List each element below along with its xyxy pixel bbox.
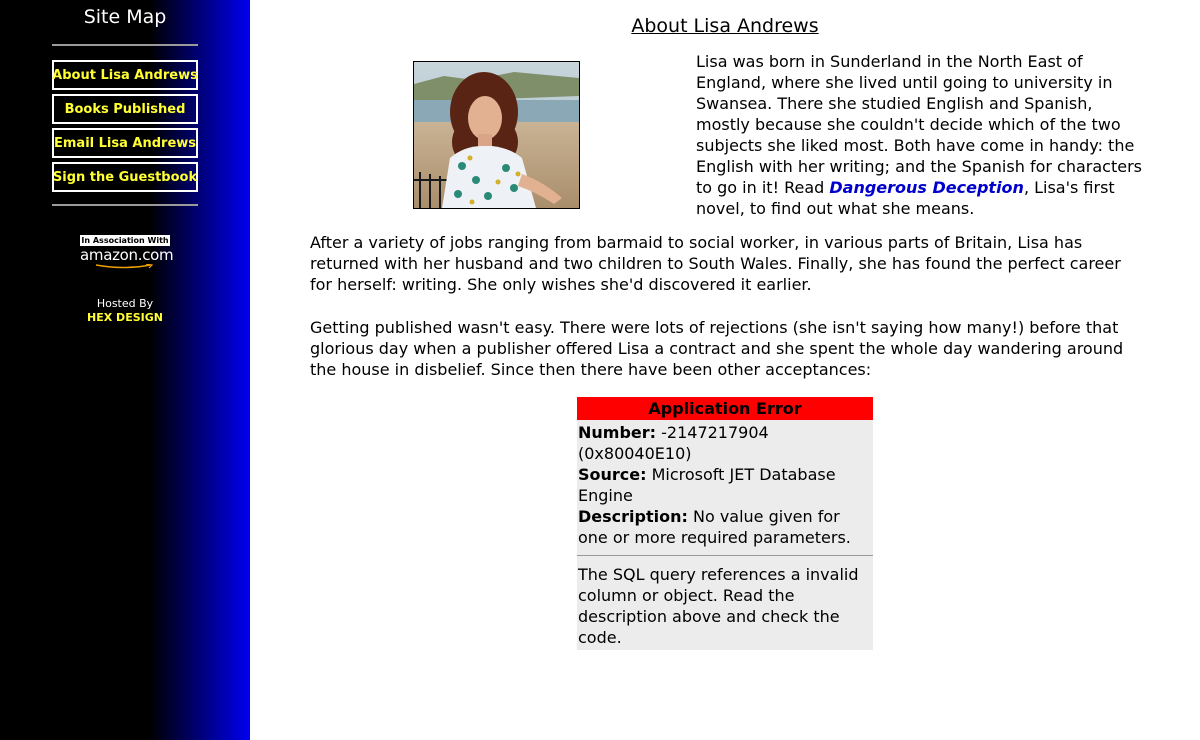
- amazon-logo-text: amazon.com: [80, 246, 174, 264]
- sidebar-divider: [52, 204, 198, 206]
- nav-books-published[interactable]: Books Published: [52, 94, 198, 124]
- intro-text-start: Lisa was born in Sunderland in the North East of England, where she lived until going to university in Swansea. There she studied English and Spanish, mostly because she couldn't decide which of the two subjects she liked most. Both have come in handy: the English with her writing; and the Spanish for characters to go in it! Read: [696, 52, 1142, 197]
- nav-about-lisa-andrews[interactable]: About Lisa Andrews: [52, 60, 198, 90]
- amazon-smile-icon: [94, 264, 154, 269]
- error-hint: The SQL query references a invalid column or object. Read the description above and check the code.: [578, 565, 859, 647]
- page-title: About Lisa Andrews: [631, 15, 819, 37]
- error-description-row: [578, 506, 872, 548]
- career-paragraph: After a variety of jobs ranging from barmaid to social worker, in various parts of Britain, Lisa has returned with her husband and two children to South Wales. Finally, she has found the perfect career for herself: writing. She only wishes she'd discovered it earlier.: [310, 233, 1121, 294]
- error-source-label: Source:: [578, 465, 647, 484]
- book-link-dangerous-deception[interactable]: Dangerous Deception: [829, 178, 1024, 197]
- error-description-value: No value given for one or more required parameters.: [578, 507, 851, 547]
- sidebar: [0, 0, 250, 740]
- author-photo-image: [414, 62, 579, 208]
- intro-text-end: , Lisa's first novel, to find out what she means.: [696, 178, 1115, 218]
- nav-email-lisa-andrews[interactable]: Email Lisa Andrews: [52, 128, 198, 158]
- error-details: [577, 420, 873, 548]
- amazon-badge-caption: In Association With: [81, 236, 169, 245]
- application-error-box: [577, 397, 873, 650]
- intro-paragraph: [696, 51, 1146, 219]
- error-source-row: [578, 464, 872, 506]
- error-number-value: -2147217904 (0x80040E10): [578, 423, 769, 463]
- error-divider: [577, 555, 873, 556]
- error-header: Application Error: [577, 397, 873, 420]
- error-source-value: Microsoft JET Database Engine: [578, 465, 836, 505]
- site-map-title: Site Map: [83, 6, 167, 28]
- hosted-by-label: Hosted By: [96, 297, 154, 310]
- publishing-paragraph: Getting published wasn't easy. There were lots of rejections (she isn't saying how many!) before that glorious day when a publisher offered Lisa a contract and she spent the whole day wandering around the house in disbelief. Since then there have been other acceptances:: [310, 318, 1124, 379]
- author-photo: [413, 61, 580, 209]
- error-number-row: [578, 422, 872, 464]
- amazon-associate-badge[interactable]: [80, 235, 174, 271]
- nav-sign-guestbook[interactable]: Sign the Guestbook: [52, 162, 198, 192]
- error-description-label: Description:: [578, 507, 688, 526]
- error-number-label: Number:: [578, 423, 657, 442]
- host-link[interactable]: HEX DESIGN: [87, 311, 163, 324]
- sidebar-divider: [52, 44, 198, 46]
